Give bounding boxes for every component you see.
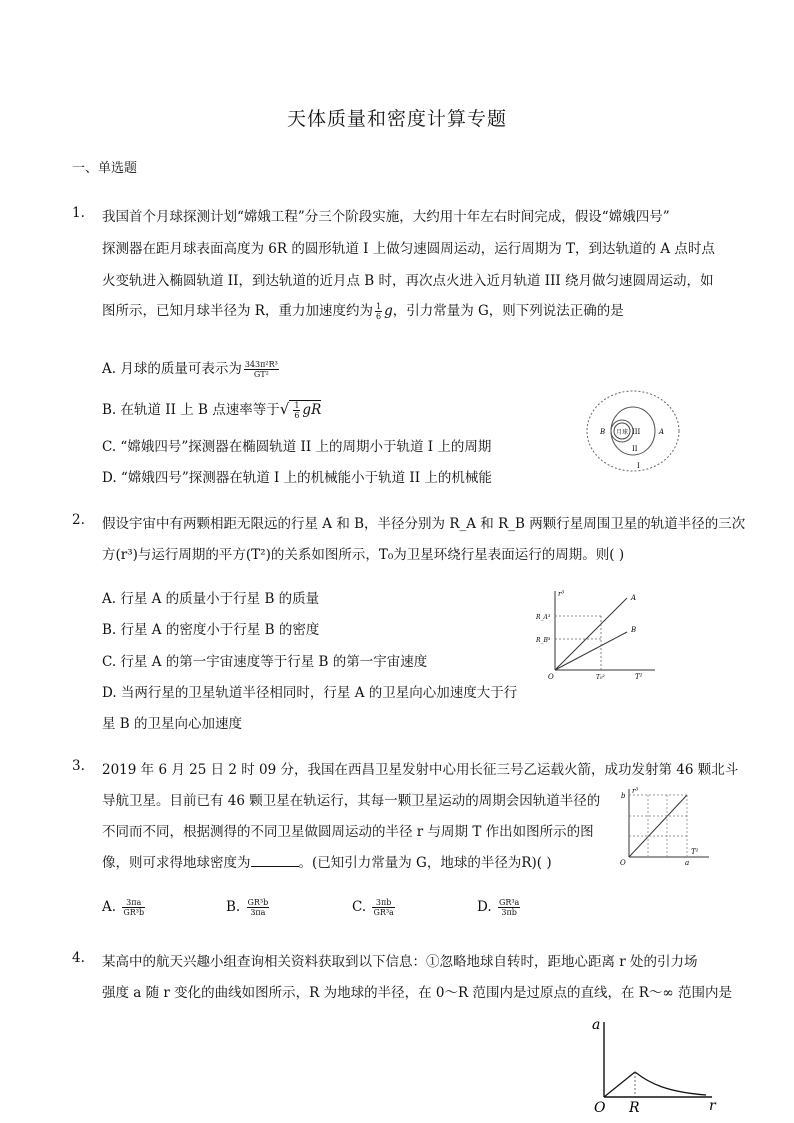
fraction-denominator: GR³a — [373, 908, 394, 917]
fraction-denominator: GR³b — [123, 908, 145, 917]
option-b[interactable]: B. 行星 A 的密度小于行星 B 的密度 — [102, 622, 320, 638]
point-b-label: B — [600, 428, 606, 436]
fraction-denominator: 3πa — [250, 908, 266, 917]
text-segment: ，引力常量为 G，则下列说法正确的是 — [392, 303, 624, 319]
x-axis-label: T² — [635, 673, 643, 681]
question-text: 强度 a 随 r 变化的曲线如图所示，R 为地球的半径，在 0～R 范围内是过原点的直线，在 R～∞ 范围内是 — [102, 985, 732, 1001]
option-label: B. — [226, 899, 241, 915]
a-tick-label: a — [685, 859, 690, 867]
y-axis-label: r³ — [558, 590, 565, 598]
answer-blank[interactable] — [251, 866, 299, 867]
fraction — [293, 401, 300, 420]
option-d[interactable] — [477, 898, 522, 917]
line-b — [555, 632, 627, 670]
question-number: 3. — [72, 758, 85, 774]
question-text: 探测器在距月球表面高度为 6R 的圆形轨道 I 上做匀速圆周运动，运行周期为 T，到达轨道的 A 点时点 — [102, 241, 715, 257]
symbol: g — [384, 303, 393, 319]
y-axis-label: a — [592, 1017, 601, 1033]
fraction — [372, 898, 394, 917]
decay-curve — [635, 1072, 706, 1095]
question-number: 4. — [72, 950, 85, 966]
origin-label: O — [594, 1100, 606, 1116]
proportional-line — [629, 795, 687, 857]
sqrt-icon: √ — [279, 400, 290, 418]
point-a-label: A — [659, 428, 665, 436]
option-c[interactable] — [352, 898, 397, 917]
text-segment: 图所示，已知月球半径为 R，重力加速度约为 — [102, 303, 373, 319]
y-axis-label: r³ — [632, 787, 639, 795]
fraction-numerator: 1 — [375, 302, 382, 311]
option-label: C. — [352, 899, 367, 915]
orbit-ii-label: II — [632, 445, 638, 453]
radius-label: R — [629, 1100, 640, 1116]
fraction — [244, 360, 279, 379]
question-number: 1. — [72, 205, 85, 221]
question-text: 假设宇宙中有两颗相距无限远的行星 A 和 B，半径分别为 R_A 和 R_B 两颗行星周围卫星的轨道半径的三次 — [102, 516, 746, 532]
moon-label: 月球 — [616, 429, 629, 436]
fraction — [247, 898, 270, 917]
question-text: 我国首个月球探测计划“嫦娥工程”分三个阶段实施，大约用十年左右时间完成，假设“嫦娥四号” — [102, 209, 670, 225]
page-title: 天体质量和密度计算专题 — [286, 108, 507, 130]
text-segment: 。(已知引力常量为 G，地球的半径为R)( ) — [298, 855, 552, 871]
field-strength-graph — [588, 1012, 723, 1120]
option-d[interactable]: D. 当两行星的卫星轨道半径相同时，行星 A 的卫星向心加速度大于行 — [102, 685, 518, 701]
text-segment: 像，则可求得地球密度为 — [102, 855, 251, 871]
fraction-numerator: 1 — [294, 401, 300, 410]
ra-tick-label: R_A³ — [536, 614, 551, 621]
option-b[interactable] — [102, 398, 321, 420]
fraction — [122, 898, 145, 917]
linear-segment — [604, 1072, 635, 1097]
fraction-denominator: 6 — [294, 411, 300, 420]
question-text: 火变轨进入椭圆轨道 II，到达轨道的近月点 B 时，再次点火进入近月轨道 III 绕月做匀速圆周运动，如 — [102, 273, 714, 289]
fraction-denominator: 6 — [375, 312, 382, 321]
orbit-i-label: I — [637, 462, 640, 470]
question-text: 导航卫星。目前已有 46 颗卫星在轨运行，其每一颗卫星运动的周期会因轨道半径的 — [102, 793, 601, 809]
fraction-denominator: GT² — [253, 370, 269, 379]
question-number: 2. — [72, 512, 85, 528]
fraction — [375, 302, 382, 321]
fraction-numerator: 343π²R³ — [244, 360, 278, 369]
line-a-label: A — [631, 594, 637, 602]
option-d-continued: 星 B 的卫星向心加速度 — [102, 716, 243, 732]
rb-tick-label: R_B³ — [536, 637, 551, 644]
fraction-numerator: 3πb — [372, 898, 394, 908]
question-text: 某高中的航天兴趣小组查询相关资料获取到以下信息：①忽略地球自转时，距地心距离 r 处的引力场 — [102, 954, 698, 970]
option-c[interactable]: C. 行星 A 的第一宇宙速度等于行星 B 的第一宇宙速度 — [102, 654, 428, 670]
sqrt-body — [289, 400, 321, 420]
option-a[interactable] — [102, 898, 147, 917]
x-axis-label: T² — [691, 848, 699, 856]
origin-label: O — [548, 673, 554, 681]
question-text: 2019 年 6 月 25 日 2 时 09 分，我国在西昌卫星发射中心用长征三号乙运载火箭，成功发射第 46 颗北斗 — [102, 762, 739, 778]
fraction-denominator: 3πb — [501, 908, 517, 917]
t0-tick-label: T₀² — [596, 674, 605, 681]
option-c[interactable]: C. “嫦娥四号”探测器在椭圆轨道 II 上的周期小于轨道 I 上的周期 — [102, 439, 492, 455]
line-a — [555, 598, 627, 670]
option-text: B. 在轨道 II 上 B 点速率等于 — [102, 402, 280, 418]
question-text — [102, 299, 624, 321]
fraction — [498, 898, 520, 917]
option-text: A. 月球的质量可表示为 — [102, 361, 242, 377]
question-text — [102, 851, 552, 871]
option-b[interactable] — [226, 898, 271, 917]
option-label: D. — [477, 899, 492, 915]
line-b-label: B — [631, 626, 637, 634]
x-axis-label: r — [709, 1098, 716, 1114]
fraction-numerator: 3πa — [122, 898, 145, 908]
symbol: gR — [302, 402, 322, 418]
orbit-diagram — [575, 388, 715, 483]
r3-t2-linear-graph — [615, 785, 715, 867]
orbit-iii-label: III — [632, 428, 641, 436]
r3-t2-graph — [535, 588, 665, 683]
question-text: 方(r³)与运行周期的平方(T²)的关系如图所示，T₀为卫星环绕行星表面运行的周期。则( ) — [102, 547, 625, 563]
section-heading: 一、单选题 — [72, 161, 138, 176]
option-a[interactable] — [102, 357, 281, 379]
option-label: A. — [102, 899, 117, 915]
fraction-numerator: GR³a — [498, 898, 520, 907]
b-tick-label: b — [621, 792, 626, 800]
option-d[interactable]: D. “嫦娥四号”探测器在轨道 I 上的机械能小于轨道 II 上的机械能 — [102, 470, 492, 486]
fraction-numerator: GR³b — [247, 898, 269, 907]
question-text: 不同而不同，根据测得的不同卫星做圆周运动的半径 r 与周期 T 作出如图所示的图 — [102, 824, 594, 840]
origin-label: O — [620, 859, 626, 867]
option-a[interactable]: A. 行星 A 的质量小于行星 B 的质量 — [102, 591, 320, 607]
